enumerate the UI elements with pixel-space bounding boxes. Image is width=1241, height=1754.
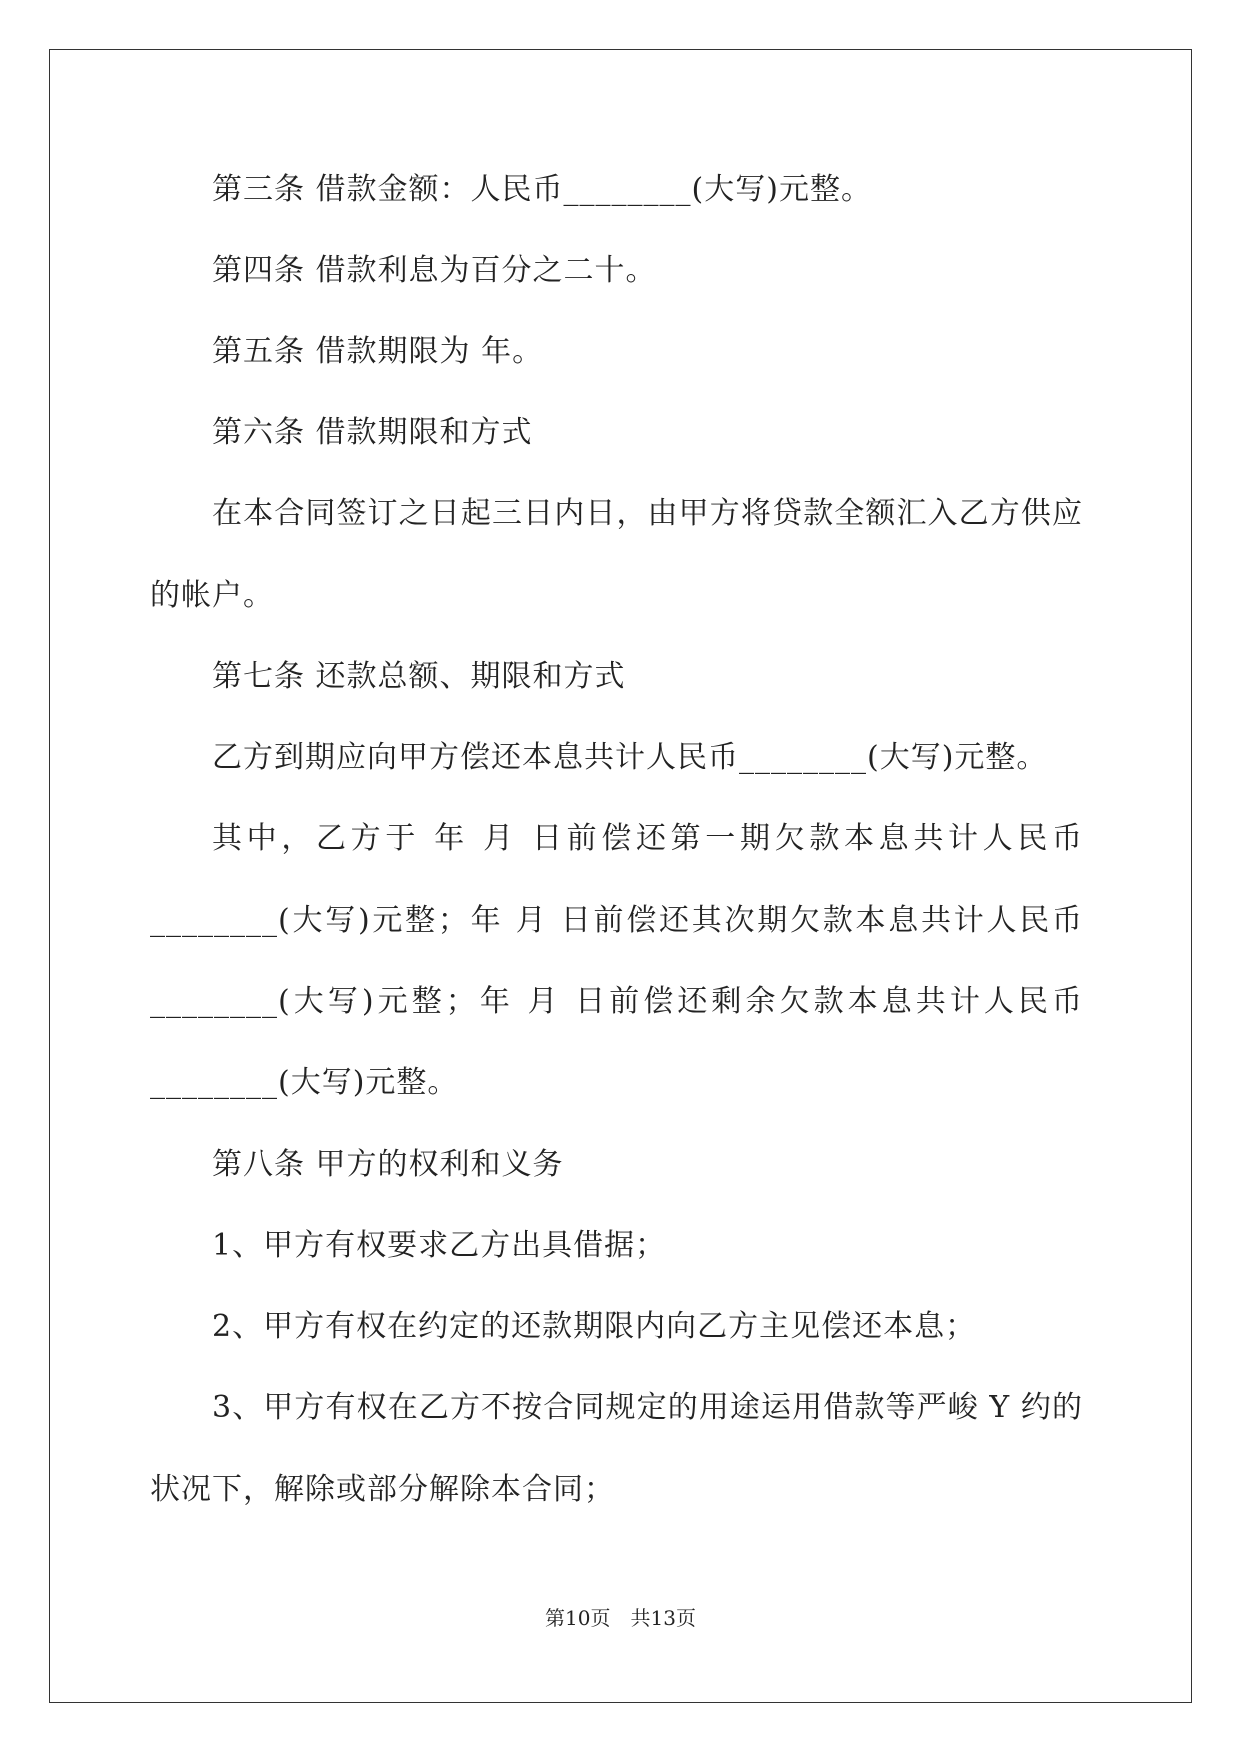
clause-6-heading: 第六条 借款期限和方式 xyxy=(212,415,533,450)
clause-7-body-line-3: ________(大写)元整；年 月 日前偿还其次期欠款本息共计人民币 xyxy=(150,903,1083,938)
clause-7-heading: 第七条 还款总额、期限和方式 xyxy=(212,659,626,694)
clause-8-item-3-line-1: 3、甲方有权在乙方不按合同规定的用途运用借款等严峻 Y 约的 xyxy=(212,1390,1083,1425)
clause-7-body-line-5: ________(大写)元整。 xyxy=(150,1065,459,1100)
clause-6-body-line-2: 的帐户。 xyxy=(150,578,274,613)
clause-7-body-line-4: ________(大写)元整；年 月 日前偿还剩余欠款本息共计人民币 xyxy=(150,984,1083,1019)
clause-8-heading: 第八条 甲方的权利和义务 xyxy=(212,1147,564,1182)
clause-8-item-3-line-2: 状况下，解除或部分解除本合同； xyxy=(150,1472,615,1507)
page-number-footer: 第10页 共13页 xyxy=(545,1606,696,1630)
clause-7-body-line-2: 其中，乙方于 年 月 日前偿还第一期欠款本息共计人民币 xyxy=(212,821,1083,856)
clause-6-body-line-1: 在本合同签订之日起三日内日，由甲方将贷款全额汇入乙方供应 xyxy=(212,496,1083,531)
clause-3: 第三条 借款金额：人民币________(大写)元整。 xyxy=(212,172,872,207)
page-border xyxy=(49,49,1192,1703)
clause-4: 第四条 借款利息为百分之二十。 xyxy=(212,253,657,288)
clause-8-item-1: 1、甲方有权要求乙方出具借据； xyxy=(212,1228,667,1263)
clause-5: 第五条 借款期限为 年。 xyxy=(212,334,544,369)
clause-8-item-2: 2、甲方有权在约定的还款期限内向乙方主见偿还本息； xyxy=(212,1309,977,1344)
clause-7-body-line-1: 乙方到期应向甲方偿还本息共计人民币________(大写)元整。 xyxy=(212,740,1048,775)
